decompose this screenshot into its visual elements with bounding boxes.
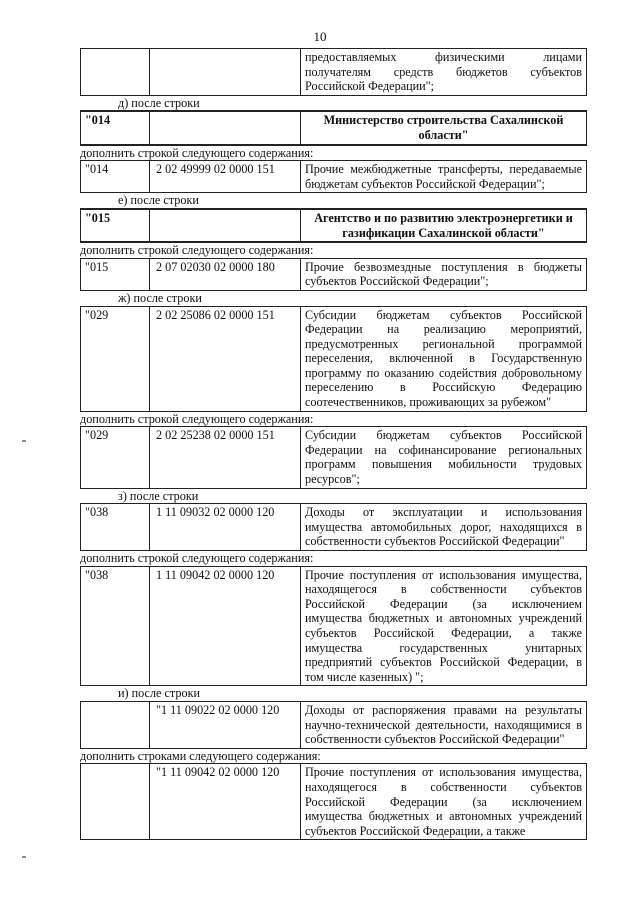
admin-code-cell: "038 [81,504,150,551]
admin-code-cell [81,49,150,96]
instruction-text: дополнить строкой следующего содержания: [80,551,314,565]
description-line: получателям средств бюджетов субъектов [305,64,582,79]
description-line: собственности субъектов Российской Федерации" [305,534,565,549]
admin-code-cell: "015 [81,258,150,290]
description-line: Прочие безвозмездные поступления в бюджеты [305,259,582,274]
description-line: Федерации на реализацию мероприятий, [305,322,582,337]
description-line: имущества автомобильных дорог, находящихся в [305,519,582,534]
description-line: бюджетам субъектов Российской Федерации"; [305,176,545,191]
budget-code-table [80,160,587,193]
description-line: Субсидии бюджетам субъектов Российской [305,428,582,443]
income-code-cell: 2 02 25086 02 0000 151 [150,306,301,411]
income-code-cell: 1 11 09042 02 0000 120 [150,566,301,686]
description-line: газификации Сахалинской области" [342,225,545,240]
description-line: соотечественников, проживающих за рубежом" [305,395,552,410]
table-row [81,764,587,840]
admin-code-cell [81,701,150,748]
instruction-text: дополнить строкой следующего содержания: [80,411,314,426]
budget-code-table [80,48,587,96]
description-line: Российской Федерации (за исключением [305,596,582,611]
section-heading: е) после строки [118,193,199,208]
section-heading: и) после строки [118,686,201,701]
table-row [81,111,587,144]
description-line: ресурсов"; [305,472,360,487]
description-cell [301,504,587,551]
description-cell [301,161,587,193]
description-line: научно-технической деятельности, находящимися в [305,717,582,732]
description-line: Федерации на софинансирование региональных [305,442,582,457]
description-line: Доходы от эксплуатации и использования [305,505,582,520]
admin-code-cell: "014 [81,111,150,144]
description-line: переселения, включенной в Государственную [305,351,582,366]
description-cell [301,764,587,840]
description-line: предоставляемых физическими лицами [305,50,582,64]
admin-code-cell [81,764,150,840]
budget-code-table [80,763,587,840]
description-line: находящегося в собственности субъектов [305,779,582,794]
income-code-cell: 2 07 02030 02 0000 180 [150,258,301,290]
income-code-cell [150,49,301,96]
description-cell [301,306,587,411]
income-code-cell: "1 11 09042 02 0000 120 [150,764,301,840]
description-line: области" [418,127,469,142]
description-line: Российской Федерации (за исключением [305,794,582,809]
admin-code-cell: "038 [81,566,150,686]
description-cell [301,209,587,242]
admin-code-cell: "015 [81,209,150,242]
description-line: программ повышения мобильности трудовых [305,457,582,472]
description-line: переселению в Российскую Федерацию [305,380,582,395]
description-line: Доходы от распоряжения правами на результаты [305,702,582,717]
instruction-text: дополнить строками следующего содержания: [80,748,321,763]
table-row [81,209,587,242]
table-row [81,427,587,488]
description-line: имущества бюджетных и автономных учреждений [305,611,582,626]
income-code-cell [150,209,301,242]
description-cell [301,258,587,290]
description-line: Агентство и по развитию электроэнергетики и [314,210,573,225]
description-cell [301,49,587,96]
description-line: субъектов Российской Федерации"; [305,274,489,289]
section-heading: з) после строки [118,488,199,503]
description-cell [301,566,587,686]
admin-code-cell: "029 [81,427,150,488]
budget-code-table [80,208,587,243]
description-line: имущества бюджетных и автономных учреждений [305,809,582,824]
table-row [81,161,587,193]
table-row [81,701,587,748]
admin-code-cell: "029 [81,306,150,411]
budget-code-table [80,306,587,412]
table-row [81,258,587,290]
income-code-cell: 2 02 49999 02 0000 151 [150,161,301,193]
scan-mark [22,856,26,858]
income-code-cell: 1 11 09032 02 0000 120 [150,504,301,551]
description-line: субъектов Российской Федерации, а также [305,625,582,640]
budget-code-table [80,426,587,488]
description-line: Прочие поступления от использования имущества, [305,765,582,780]
budget-code-table [80,503,587,551]
description-line: субъектов Российской Федерации, а также [305,823,526,838]
description-line: Субсидии бюджетам субъектов Российской [305,307,582,322]
description-line: том числе казенных) "; [305,669,424,684]
table-row [81,306,587,411]
description-line: собственности субъектов Российской Федерации" [305,732,565,747]
admin-code-cell: "014 [81,161,150,193]
budget-code-table [80,701,587,749]
instruction-text: дополнить строкой следующего содержания: [80,243,314,258]
description-line: находящегося в собственности субъектов [305,582,582,597]
instruction-text: дополнить строкой следующего содержания: [80,145,314,160]
document-body [80,48,587,840]
table-row [81,566,587,686]
description-cell [301,111,587,144]
income-code-cell: 2 02 25238 02 0000 151 [150,427,301,488]
income-code-cell: "1 11 09022 02 0000 120 [150,701,301,748]
description-cell [301,701,587,748]
description-line: имущества государственных унитарных [305,640,582,655]
description-line: Прочие межбюджетные трансферты, передаваемые [305,162,582,177]
description-line: Российской Федерации"; [305,79,435,94]
description-line: программу по оказанию содействия добровольному [305,365,582,380]
scan-mark [22,440,26,442]
description-line: предприятий субъектов Российской Федерации, в [305,655,582,670]
budget-code-table [80,110,587,145]
budget-code-table [80,258,587,291]
description-line: Прочие поступления от использования имущества, [305,567,582,582]
description-cell [301,427,587,488]
budget-code-table [80,566,587,687]
section-heading: ж) после строки [118,290,202,305]
table-row [81,504,587,551]
income-code-cell [150,111,301,144]
description-line: предусмотренных региональной программой [305,336,582,351]
page-number: 10 [313,29,327,44]
description-line: Министерство строительства Сахалинской [323,113,564,128]
table-row [81,49,587,96]
section-heading: д) после строки [118,95,200,110]
